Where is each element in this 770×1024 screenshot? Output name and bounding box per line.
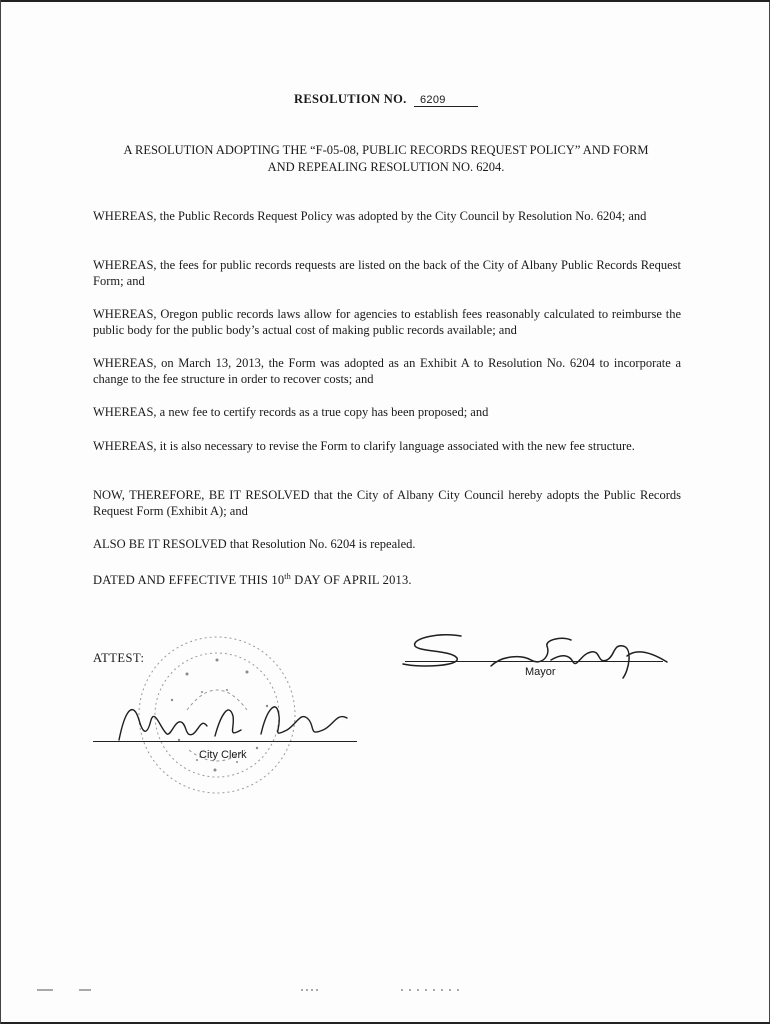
whereas-paragraph-2: WHEREAS, the fees for public records requests are listed on the back of the City of Albany Public Records Request Form; and — [93, 258, 681, 288]
whereas-paragraph-3: WHEREAS, Oregon public records laws allow for agencies to establish fees reasonably calculated to reimburse the public body for the public body’s actual cost of making public records available; and — [93, 307, 681, 337]
mayor-label: Mayor — [525, 666, 556, 678]
whereas-paragraph-1: WHEREAS, the Public Records Request Policy was adopted by the City Council by Resolution No. 6204; and — [93, 209, 647, 223]
dated-suffix: DAY OF APRIL 2013. — [290, 573, 412, 588]
resolution-label: RESOLUTION NO. — [294, 92, 407, 106]
attest-label: ATTEST: — [93, 651, 145, 665]
repeal-paragraph: ALSO BE IT RESOLVED that Resolution No. 6204 is repealed. — [93, 537, 416, 551]
heading-line-2: AND REPEALING RESOLUTION NO. 6204. — [267, 160, 505, 174]
clerk-signature-line — [93, 741, 357, 742]
mayor-signature-line — [405, 661, 663, 662]
dated-ordinal: th — [284, 572, 291, 581]
resolved-paragraph: NOW, THEREFORE, BE IT RESOLVED that the City of Albany City Council hereby adopts the Public Records Request Form (Exhibit A); and — [93, 488, 681, 518]
whereas-paragraph-5: WHEREAS, a new fee to certify records as a true copy has been proposed; and — [93, 405, 489, 419]
whereas-paragraph-6: WHEREAS, it is also necessary to revise the Form to clarify language associated with the new fee structure. — [93, 439, 635, 453]
heading-line-1: A RESOLUTION ADOPTING THE “F-05-08, PUBLIC RECORDS REQUEST POLICY” AND FORM — [123, 143, 649, 157]
city-clerk-label: City Clerk — [199, 749, 247, 761]
resolution-heading — [81, 142, 691, 176]
scan-artifacts — [1, 984, 770, 1004]
top-border — [1, 0, 770, 2]
resolution-number: 6209 — [414, 94, 478, 107]
resolution-title — [1, 92, 770, 107]
dated-paragraph — [93, 569, 681, 588]
dated-prefix: DATED AND EFFECTIVE THIS 10 — [93, 573, 285, 588]
whereas-paragraph-4: WHEREAS, on March 13, 2013, the Form was adopted as an Exhibit A to Resolution No. 6204 to incorporate a change to the fee structure in order to recover costs; and — [93, 356, 681, 386]
